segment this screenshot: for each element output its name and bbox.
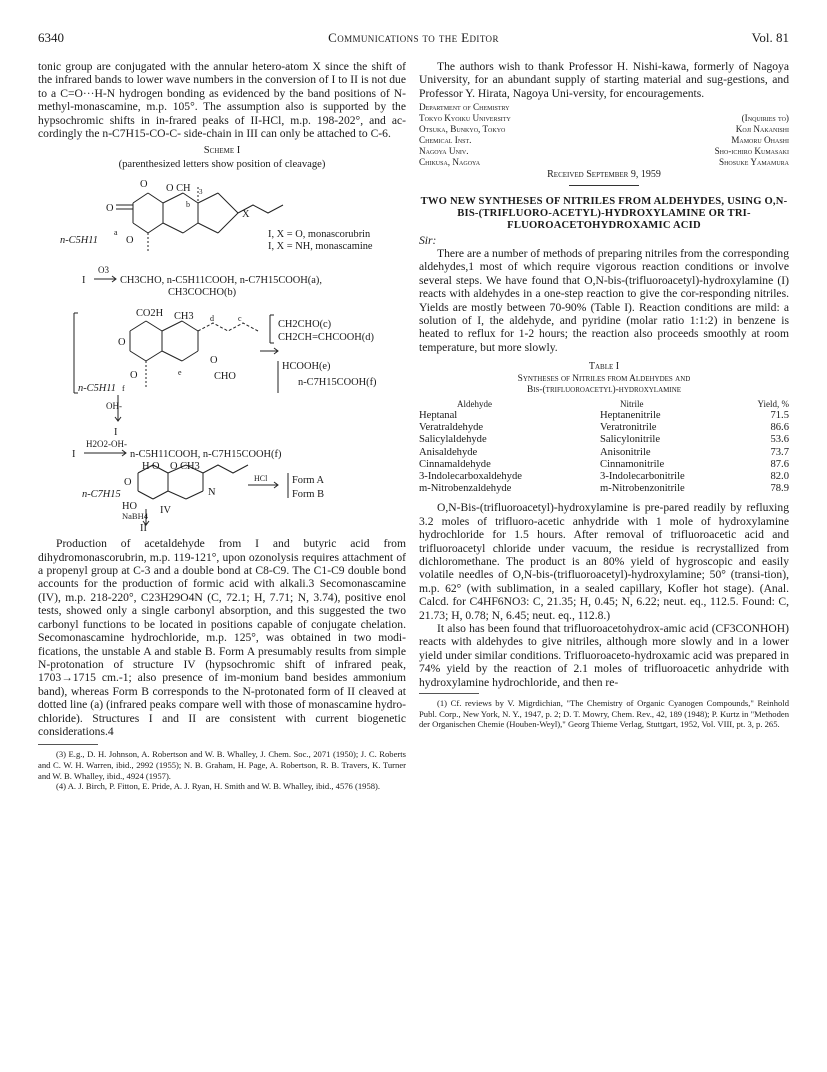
table-row — [419, 447, 789, 459]
s2-c5: n-C5H11 — [78, 383, 116, 395]
affil-right: Koji Nakanishi — [735, 124, 789, 135]
table-caption-2: Bis-(trifluoroacetyl)-hydroxylamine — [526, 384, 682, 395]
scheme-diagram — [38, 173, 406, 531]
s3-n: N — [208, 487, 216, 499]
s1-b: b — [186, 200, 190, 210]
s1-a: a — [114, 228, 118, 238]
affil-left: Nagoya Univ. — [419, 146, 469, 157]
s1-sub3: 3 — [199, 188, 203, 197]
right-column — [419, 60, 789, 730]
s2-e: e — [178, 368, 182, 378]
footnote-4: (4) A. J. Birch, P. Fitton, E. Pride, A. J. Ryan, H. Smith and W. B. Whalley, ibid., 4576 (1958). — [56, 781, 381, 792]
s2-product-3: HCOOH(e) — [282, 361, 331, 373]
right-paragraph-2: O,N-Bis-(trifluoroacetyl)-hydroxylamine is pre-pared readily by refluxing 3.2 moles of trifluoro-acetic anhydride with 1 mole of hydroxylamine hydrochloride for 1.5 hours. After removal of trifluoroacetic acid and trifluoroacetyl chloride under vacuum, the residue is recrystallized from dichloromethane. The product is an 80% yield of hygroscopic and easily volatile needles of O,N-bis-(trifluoroacetyl)-hydroxylamine; 50° (transi-tion), m.p. 62° (with sublimation, in a sealed capillary, Kofler hot stage). (Anal. Calcd. for C4HF6NO3: C, 21.35; H, 0.45; N, 6.22; neut. eq., 112.5. Found: C, 21.73; H, 0.78; N, 6.45; neut. eq., 112.8.) — [419, 501, 789, 622]
footnote-rule — [38, 738, 98, 745]
table-1 — [419, 360, 789, 495]
affil-right: (Inquiries to) — [741, 113, 789, 124]
cell-nitrile: Anisonitrile — [600, 446, 651, 458]
s2-cho: CHO — [214, 371, 236, 383]
s2-oh: OH- — [106, 401, 122, 412]
affil-right: Sho-ichiro Kumasaki — [714, 146, 789, 157]
s1-o-ch3: O CH — [166, 183, 191, 195]
affil-right: Mamoru Ohashi — [731, 135, 789, 146]
right-paragraph-1: There are a number of methods of preparing nitriles from the corresponding aldehydes,1 most of which require vigorous reaction conditions or involve several steps. We have found that O,N-bis-(trifluoroacetyl)-hydroxylamine (I) reacts with aldehydes in a one-step reaction to give the cor-responding nitriles. Yields are mostly between 70-90% (Table I). Reaction conditions are mild: a solution of I, the aldehyde, and pyridine (molar ratio 1:1:2) in benzene is heated to reflux for 1-2 hours; the reaction also proceeds smoothly at room temperature, but more slowly. — [419, 247, 789, 354]
article-title: TWO NEW SYNTHESES OF NITRILES FROM ALDEHYDES, USING O,N-BIS-(TRIFLUORO-ACETYL)-HYDROXYLAMINE OR TRI-FLUOROACETOHYDROXAMIC ACID — [420, 195, 788, 231]
ozon-products-2: CH3COCHO(b) — [168, 287, 237, 299]
cell-nitrile: Salicylonitrile — [600, 434, 661, 446]
s1-label-2: I, X = NH, monascamine — [268, 241, 373, 253]
s2-d: d — [210, 314, 214, 324]
cell-aldehyde: 3-Indolecarboxaldehyde — [419, 470, 522, 482]
s2-o-left: O — [118, 337, 126, 349]
journal-title: Communications to the Editor — [328, 30, 499, 45]
cell-nitrile: m-Nitrobenzonitrile — [600, 483, 685, 495]
affiliation-row — [419, 124, 789, 135]
affiliations — [419, 102, 789, 168]
affil-left: Chemical Inst. — [419, 135, 472, 146]
s3-ii: II — [140, 523, 147, 532]
scheme-title: Scheme I — [203, 145, 241, 157]
table-row — [419, 410, 789, 422]
affiliation-row — [419, 113, 789, 124]
cell-yield: 71.5 — [770, 409, 789, 421]
intro-paragraph: tonic group are conjugated with the annular hetero-atom X since the shift of the infrared bands to lower wave numbers in the conversion of I to II is not due to a C=O···H-N hydrogen bonding as evidenced by the band positions of N-methyl-monascamine, m.p. 105°. The assumption also is supported by the hypsochromic shifts in in-frared peaks of II-HCl, m.p. 198-202°, and ac-cordingly the n-C7H15-CO-C- side-chain in III can only be attached to C-6. — [38, 60, 406, 141]
table-row — [419, 471, 789, 483]
left-column — [38, 60, 406, 792]
table-header-row — [419, 398, 789, 410]
affil-left: Department of Chemistry — [419, 102, 510, 113]
table-row — [419, 483, 789, 495]
s3-nabh4: NaBH4 — [122, 511, 148, 522]
cell-aldehyde: Salicylaldehyde — [419, 434, 487, 446]
cell-aldehyde: Cinnamaldehyde — [419, 458, 491, 470]
volume-label: Vol. 81 — [751, 30, 789, 45]
s2-product-4: n-C7H15COOH(f) — [298, 377, 377, 389]
affiliation-row — [419, 146, 789, 157]
cell-nitrile: Veratronitrile — [600, 422, 657, 434]
acknowledgment: The authors wish to thank Professor H. Nishi-kawa, formerly of Nagoya University, for an abundant supply of starting material and sug-gestions, and Professor Y. Hirata, Nagoya Uni-versity, for encouragements. — [419, 60, 789, 100]
cell-yield: 53.6 — [770, 434, 789, 446]
affil-left: Chikusa, Nagoya — [419, 157, 481, 168]
s3-iv: IV — [160, 505, 171, 517]
cell-yield: 82.0 — [770, 470, 789, 482]
footnote-1: (1) Cf. reviews by V. Migrdichian, "The Chemistry of Organic Cyanogen Compounds," Reinhold Publ. Corp., New York, N. Y., 1947, p. 2; D. T. Mowry, Chem. Rev., 42, 189 (1948); P. Kurtz in "Methoden der Organischen Chemie (Houben-Weyl)," Georg Thieme Verlag, Stuttgart, 1952, Vol. VIII, pt. 3, p. 265. — [419, 698, 789, 730]
s2-f: f — [122, 384, 125, 394]
scheme-subtitle: (parenthesized letters show position of cleavage) — [118, 158, 326, 170]
s1-x: X — [242, 209, 250, 221]
s3-form-a: Form A — [292, 475, 325, 487]
ozon-reagent: O3 — [98, 265, 109, 276]
cell-aldehyde: Veratraldehyde — [419, 422, 484, 434]
s2-o-low: O — [130, 370, 138, 382]
affiliation-row — [419, 102, 789, 113]
cell-nitrile: Heptanenitrile — [600, 409, 661, 421]
affil-left: Otsuka, Bunkyo, Tokyo — [419, 124, 506, 135]
cell-nitrile: Cinnamonitrile — [600, 458, 665, 470]
s2-i: I — [114, 427, 118, 439]
s2-ch3: CH3 — [174, 311, 194, 323]
s2-product-2: CH2CH=CHCOOH(d) — [278, 332, 374, 344]
s2-product-1: CH2CHO(c) — [278, 319, 332, 331]
affiliation-row — [419, 157, 789, 168]
s3-form-b: Form B — [292, 489, 325, 501]
alk-products: n-C5H11COOH, n-C7H15COOH(f) — [130, 449, 282, 461]
col-yield: Yield, % — [757, 398, 789, 409]
alk-reagent: H2O2-OH- — [86, 439, 127, 450]
ozon-start: I — [82, 275, 86, 287]
s2-o-mid: O — [210, 355, 218, 367]
s1-o-ring: O — [126, 235, 134, 247]
running-header — [38, 30, 789, 46]
footnote-rule — [419, 689, 479, 694]
cell-nitrile: 3-Indolecarbonitrile — [600, 470, 685, 482]
cell-yield: 87.6 — [770, 458, 789, 470]
s1-o-left: O — [106, 203, 114, 215]
table-row — [419, 459, 789, 471]
right-paragraph-3: It also has been found that trifluoroacetohydrox-amic acid (CF3CONHOH) reacts with aldehydes to give nitriles, although more slowly and in a lower yield under similar conditions. Trifluoroaceto-hydroxamic acid was prepared in 74% yield by the reaction of 2.1 moles of trifluoroacetic anhydride with hydroxylamine hydrochloride, and then re- — [419, 621, 789, 689]
col-aldehyde: Aldehyde — [457, 398, 492, 409]
cell-yield: 86.6 — [770, 422, 789, 434]
left-paragraph-2: Production of acetaldehyde from I and butyric acid from dihydromonascorubrin, m.p. 119-121°, upon ozonolysis requires attachment of a propenyl group at C-3 and a double bond at C8-C9. The C1-C9 double bond accounts for the production of formic acid with alkali.3 Secomonascamine (IV), m.p. 218-220°, C23H29O4N (C, 72.1; H, 7.71; N, 3.74), positive enol tests, showed only a single carbonyl absorption, and this suggested the two carbonyl functions to be located in positions capable of conjugate chelation. Secomonascamine hydrochloride, m.p. 125°, was obtained in two modi-fications, the unstable A and stable B. Form A presumably results from simple N-protonation of structure IV (hypsochromic shift of infrared peak, 1703→1715 cm.-1; also presence of im-monium band besides ammonium band), whereas Form B corresponds to the N-protonated form of II cleaved at dotted line (a) (infrared peaks compare well with those of monascamine hydro-chloride). Structures I and II are consistent with current biogenetic considerations.4 — [38, 537, 406, 738]
s3-ho: HO — [122, 501, 138, 513]
s3-o: O — [152, 461, 160, 473]
s3-o-left: O — [124, 477, 132, 489]
footnote-3: (3) E.g., D. H. Johnson, A. Robertson and W. B. Whalley, J. Chem. Soc., 2071 (1950); J. C. Roberts and C. W. H. Warren, ibid., 2992 (1955); N. B. Graham, H. Page, A. Robertson, R. B. Travers, K. Turner and W. B. Whalley, ibid., 4924 (1957). — [38, 749, 406, 781]
alk-start: I — [72, 449, 76, 461]
cell-yield: 78.9 — [770, 483, 789, 495]
cell-aldehyde: Anisaldehyde — [419, 446, 478, 458]
s1-c5: n-C5H11 — [60, 235, 98, 247]
cell-yield: 73.7 — [770, 446, 789, 458]
s1-label-1: I, X = O, monascorubrin — [268, 229, 371, 241]
cell-aldehyde: m-Nitrobenzaldehyde — [419, 483, 512, 495]
s3-h: H — [142, 461, 150, 473]
table-label: Table I — [588, 361, 620, 373]
s1-o-top: O — [140, 179, 148, 191]
received-date: Received September 9, 1959 — [547, 169, 661, 181]
affil-left: Tokyo Kyoiku University — [419, 113, 511, 124]
s3-c7: n-C7H15 — [82, 489, 121, 501]
affil-right: Shosuke Yamamura — [718, 157, 789, 168]
table-caption-1: Syntheses of Nitriles from Aldehydes and — [517, 373, 691, 384]
nitrile-table — [419, 398, 789, 496]
cell-aldehyde: Heptanal — [419, 409, 458, 421]
s2-co2h: CO2H — [136, 308, 164, 320]
s3-o-ch3: O CH3 — [170, 461, 200, 473]
page-number: 6340 — [38, 30, 64, 45]
s3-hcl: HCl — [254, 474, 268, 484]
s2-c: c — [238, 314, 242, 324]
table-row — [419, 434, 789, 446]
section-rule — [569, 185, 639, 186]
col-nitrile: Nitrile — [620, 398, 644, 409]
affiliation-row — [419, 135, 789, 146]
ozon-products: CH3CHO, n-C5H11COOH, n-C7H15COOH(a), — [120, 275, 322, 287]
table-row — [419, 422, 789, 434]
salutation: Sir: — [419, 233, 437, 247]
